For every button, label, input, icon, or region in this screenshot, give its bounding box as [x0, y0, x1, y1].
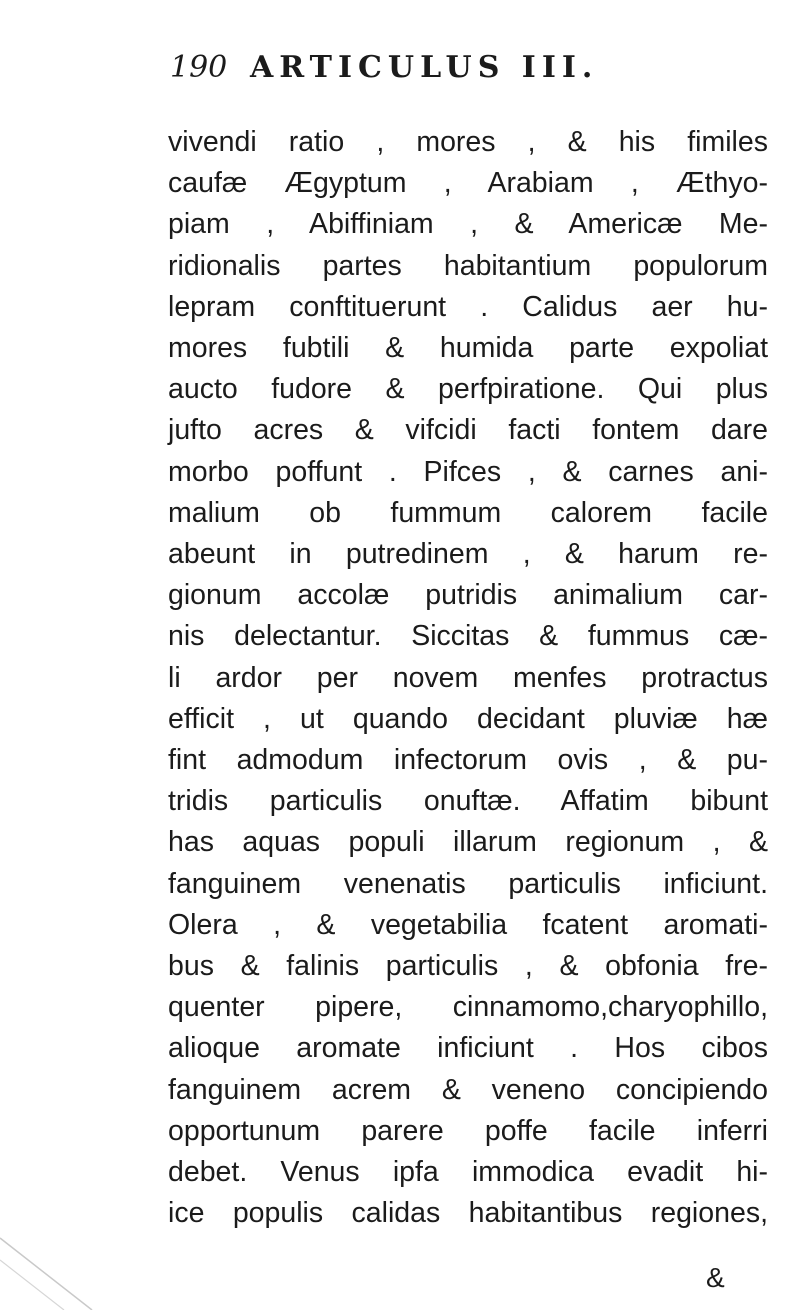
text-line: jufto acres & vifcidi facti fontem dare: [168, 414, 768, 447]
text-line: opportunum parere poffe facile inferri: [168, 1114, 768, 1147]
text-line: ridionalis partes habitantium populorum: [168, 249, 768, 282]
text-line: has aquas populi illarum regionum , &: [168, 826, 768, 859]
page-header: [170, 48, 730, 88]
text-line: fanguinem acrem & veneno concipiendo: [168, 1073, 768, 1106]
text-line: fint admodum infectorum ovis , & pu-: [168, 744, 768, 777]
page-corner-lines: [0, 1180, 110, 1310]
text-line: li ardor per novem menfes protractus: [168, 661, 768, 694]
text-line: quenter pipere, cinnamomo,charyophillo,: [168, 991, 768, 1024]
text-line: Olera , & vegetabilia fcatent aromati-: [168, 908, 768, 941]
body-text: [168, 122, 768, 1234]
text-line: vivendi ratio , mores , & his fimiles: [168, 126, 768, 158]
text-line: bus & falinis particulis , & obfonia fre-: [168, 950, 768, 983]
text-line: gionum accolæ putridis animalium car-: [168, 579, 768, 612]
text-line: mores fubtili & humida parte expoliat: [168, 332, 768, 365]
text-line: caufæ Ægyptum , Arabiam , Æthyo-: [168, 167, 768, 200]
text-line: fanguinem venenatis particulis inficiunt.: [168, 867, 768, 900]
running-head: ARTICULUS III.: [250, 50, 599, 85]
text-line: tridis particulis onuftæ. Affatim bibunt: [168, 785, 768, 818]
text-line: abeunt in putredinem , & harum re-: [168, 538, 768, 571]
text-line: lepram conftituerunt . Calidus aer hu-: [168, 290, 768, 323]
text-line: morbo poffunt . Pifces , & carnes ani-: [168, 455, 768, 488]
text-line: piam , Abiffiniam , & Americæ Me-: [168, 208, 768, 241]
text-line: alioque aromate inficiunt . Hos cibos: [168, 1032, 768, 1065]
text-line: ice populis calidas habitantibus regiones,: [168, 1197, 768, 1230]
text-line: nis delectantur. Siccitas & fummus cæ-: [168, 620, 768, 653]
text-line: efficit , ut quando decidant pluviæ hæ: [168, 702, 768, 735]
text-line: debet. Venus ipfa immodica evadit hi-: [168, 1156, 768, 1189]
page-number: 190: [170, 50, 228, 85]
text-line: aucto fudore & perfpiratione. Qui plus: [168, 373, 768, 406]
catchword: &: [706, 1262, 725, 1293]
text-line: malium ob fummum calorem facile: [168, 496, 768, 529]
